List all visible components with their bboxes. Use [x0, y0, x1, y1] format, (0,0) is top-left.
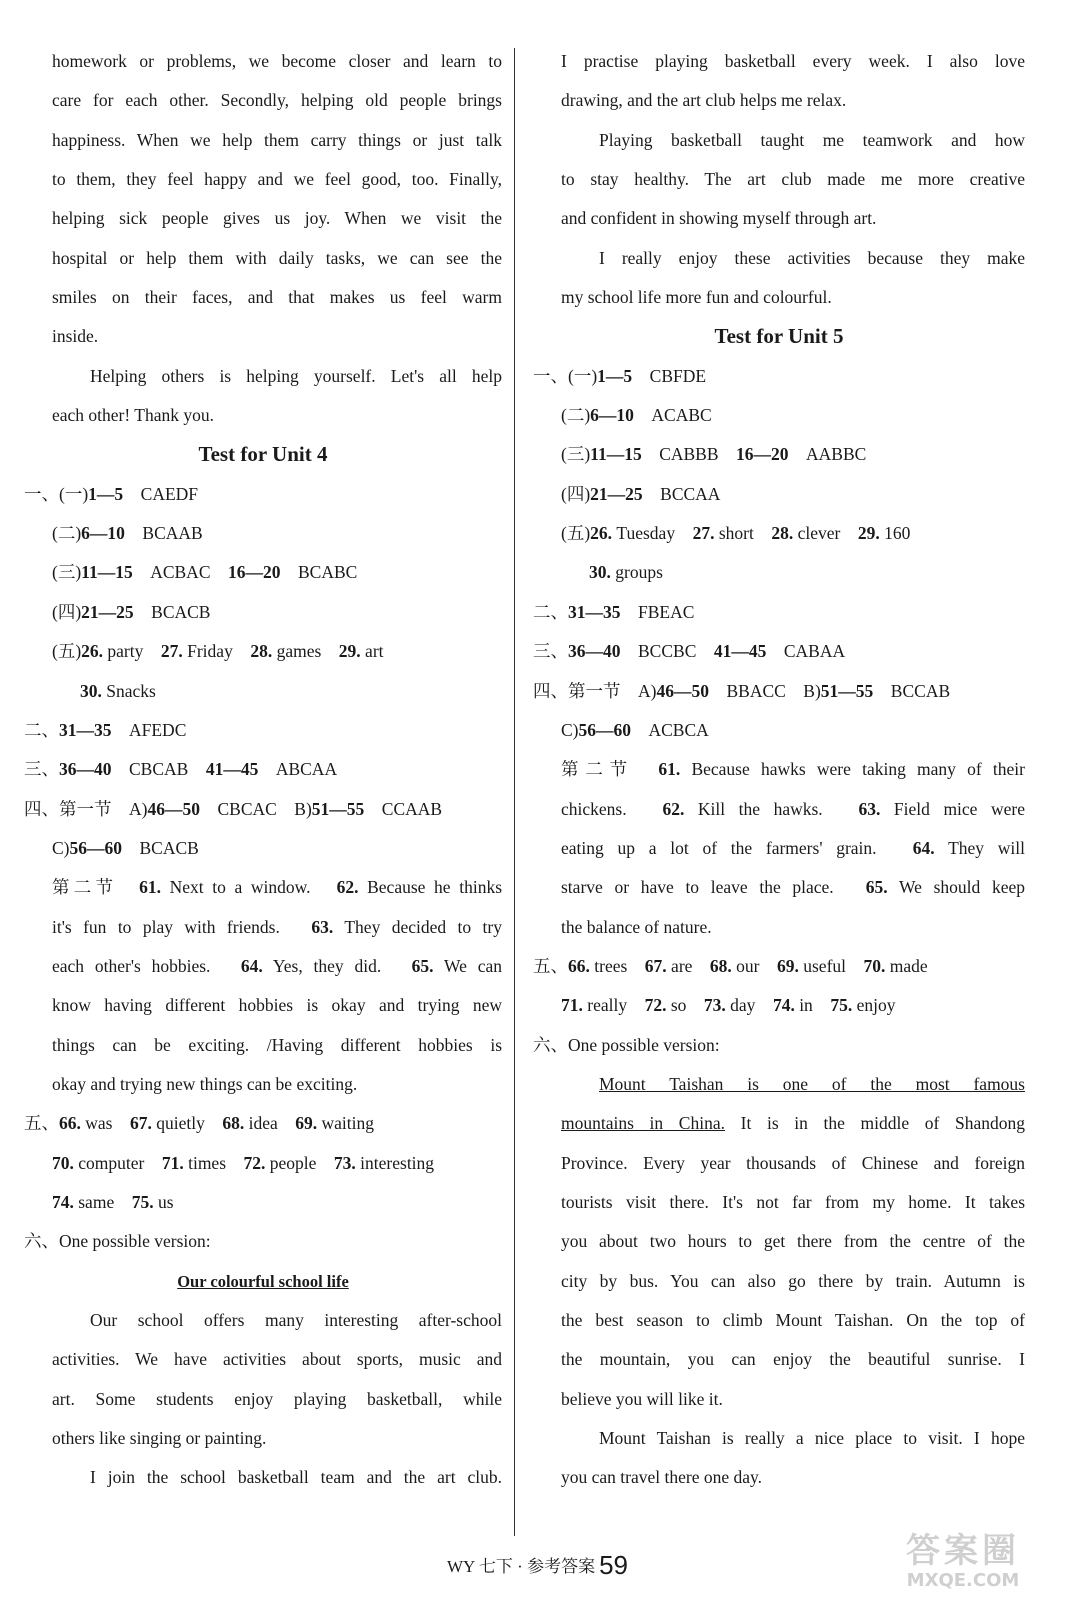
text-line: know having different hobbies is okay and trying new — [52, 995, 502, 1016]
text-line: I practise playing basketball every week. I also love — [561, 51, 1025, 71]
text-line: homework or problems, we become closer and learn to — [52, 51, 502, 71]
text-line: each other's hobbies. 64. Yes, they did. 65. We can — [52, 955, 502, 976]
text-line: (三)11—15 CABBB 16—20 AABBC — [561, 444, 867, 465]
text-line: others like singing or painting. — [52, 1428, 267, 1449]
text-line: smiles on their faces, and that makes us feel warm — [52, 287, 502, 308]
right-column — [533, 42, 1025, 1498]
text-line: 五、66. was 67. quietly 68. idea 69. waiting — [24, 1113, 374, 1134]
text-line: 四、第一节 A)46—50 CBCAC B)51—55 CCAAB — [24, 798, 443, 819]
text-line: 第二节 61. Because hawks were taking many of their — [561, 759, 1026, 780]
text-line: (二)6—10 ACABC — [561, 405, 712, 426]
text-line: tourists visit there. It's not far from my home. It takes — [561, 1191, 1025, 1212]
text-line: city by bus. You can also go there by train. Autumn is — [561, 1270, 1025, 1291]
text-line: Playing basketball taught me teamwork and how — [599, 129, 1025, 150]
text-line: 三、36—40 CBCAB 41—45 ABCAA — [24, 759, 338, 780]
text-line: hospital or help them with daily tasks, we can see the — [52, 247, 502, 268]
watermark-top: 答案圈 — [906, 1531, 1020, 1571]
text-line: the balance of nature. — [561, 916, 712, 937]
text-line: care for each other. Secondly, helping old people brings — [52, 90, 502, 111]
text-line: you about two hours to get there from the centre of the — [561, 1231, 1025, 1252]
text-line: 30. groups — [589, 562, 663, 583]
watermark-logo — [863, 1532, 1063, 1594]
text-line: starve or have to leave the place. 65. We should keep — [561, 877, 1025, 898]
text-line: (二)6—10 BCAAB — [52, 523, 203, 544]
text-line: (三)11—15 ACBAC 16—20 BCABC — [52, 562, 358, 583]
text-line: to stay healthy. The art club made me more creative — [561, 169, 1025, 190]
text-line: things can be exciting. /Having different hobbies is — [52, 1034, 502, 1055]
text-line: 六、One possible version: — [24, 1231, 211, 1252]
section-heading: Test for Unit 5 — [714, 324, 844, 349]
text-line: and confident in showing myself through art. — [561, 208, 877, 229]
page-number: 59 — [599, 1550, 629, 1580]
text-line: Helping others is helping yourself. Let's all help — [90, 365, 502, 386]
text-line: 一、(一)1—5 CAEDF — [24, 483, 199, 504]
text-line: (四)21—25 BCACB — [52, 601, 211, 622]
text-line: it's fun to play with friends. 63. They decided to try — [52, 916, 502, 937]
watermark-bottom: MXQE.COM — [906, 1570, 1020, 1591]
section-heading: Test for Unit 4 — [198, 442, 328, 467]
text-line: 第二节 61. Next to a window. 62. Because he thinks — [52, 877, 503, 898]
text-line: the best season to climb Mount Taishan. On the top of — [561, 1310, 1025, 1330]
text-line: 71. really 72. so 73. day 74. in 75. enjoy — [561, 995, 896, 1016]
text-line: my school life more fun and colourful. — [561, 287, 832, 308]
text-line: 二、31—35 AFEDC — [24, 719, 187, 740]
text-line: 74. same 75. us — [52, 1191, 174, 1212]
text-line: (四)21—25 BCCAA — [561, 483, 721, 504]
text-line: activities. We have activities about sports, music and — [52, 1349, 502, 1370]
text-line: (五)26. Tuesday 27. short 28. clever 29. 160 — [561, 523, 911, 544]
text-line: I join the school basketball team and the art club. — [90, 1467, 502, 1488]
text-line: okay and trying new things can be exciting. — [52, 1073, 358, 1094]
essay-title: Our colourful school life — [177, 1271, 349, 1291]
text-line: the mountain, you can enjoy the beautiful sunrise. I — [561, 1349, 1025, 1370]
text-line: I really enjoy these activities because they make — [599, 247, 1025, 268]
text-line: 一、(一)1—5 CBFDE — [533, 365, 707, 386]
text-line: helping sick people gives us joy. When we visit the — [52, 208, 502, 229]
text-line: each other! Thank you. — [52, 405, 214, 426]
column-divider — [514, 48, 515, 1536]
text-line: 三、36—40 BCCBC 41—45 CABAA — [533, 641, 846, 662]
text-line: Mount Taishan is really a nice place to visit. I hope — [599, 1428, 1025, 1449]
text-line: mountains in China. It is in the middle of Shandong — [561, 1113, 1025, 1134]
text-line: 二、31—35 FBEAC — [533, 601, 695, 622]
text-line: happiness. When we help them carry things or just talk — [52, 129, 502, 150]
text-line: 70. computer 71. times 72. people 73. interesting — [52, 1152, 435, 1173]
text-line: believe you will like it. — [561, 1388, 723, 1409]
footer-label: WY 七下 · 参考答案 — [446, 1557, 596, 1576]
text-line: eating up a lot of the farmers' grain. 64. They will — [561, 837, 1025, 858]
text-line: 五、66. trees 67. are 68. our 69. useful 70. made — [533, 955, 928, 976]
text-line: Our school offers many interesting after-school — [90, 1310, 502, 1330]
text-line: chickens. 62. Kill the hawks. 63. Field mice were — [561, 798, 1025, 819]
text-line: (五)26. party 27. Friday 28. games 29. art — [52, 641, 384, 662]
text-line: C)56—60 ACBCA — [561, 719, 709, 740]
text-line: art. Some students enjoy playing basketball, while — [52, 1388, 502, 1409]
text-line: inside. — [52, 326, 99, 347]
text-line: Province. Every year thousands of Chinese and foreign — [561, 1152, 1025, 1173]
text-line: 30. Snacks — [80, 680, 156, 701]
text-line: drawing, and the art club helps me relax. — [561, 90, 847, 111]
left-column — [24, 42, 502, 1498]
text-line: C)56—60 BCACB — [52, 837, 199, 858]
text-line: Mount Taishan is one of the most famous — [599, 1073, 1025, 1094]
text-line: 四、第一节 A)46—50 BBACC B)51—55 BCCAB — [533, 680, 951, 701]
text-line: to them, they feel happy and we feel good, too. Finally, — [52, 169, 502, 190]
text-line: 六、One possible version: — [533, 1034, 720, 1055]
text-line: you can travel there one day. — [561, 1467, 762, 1488]
